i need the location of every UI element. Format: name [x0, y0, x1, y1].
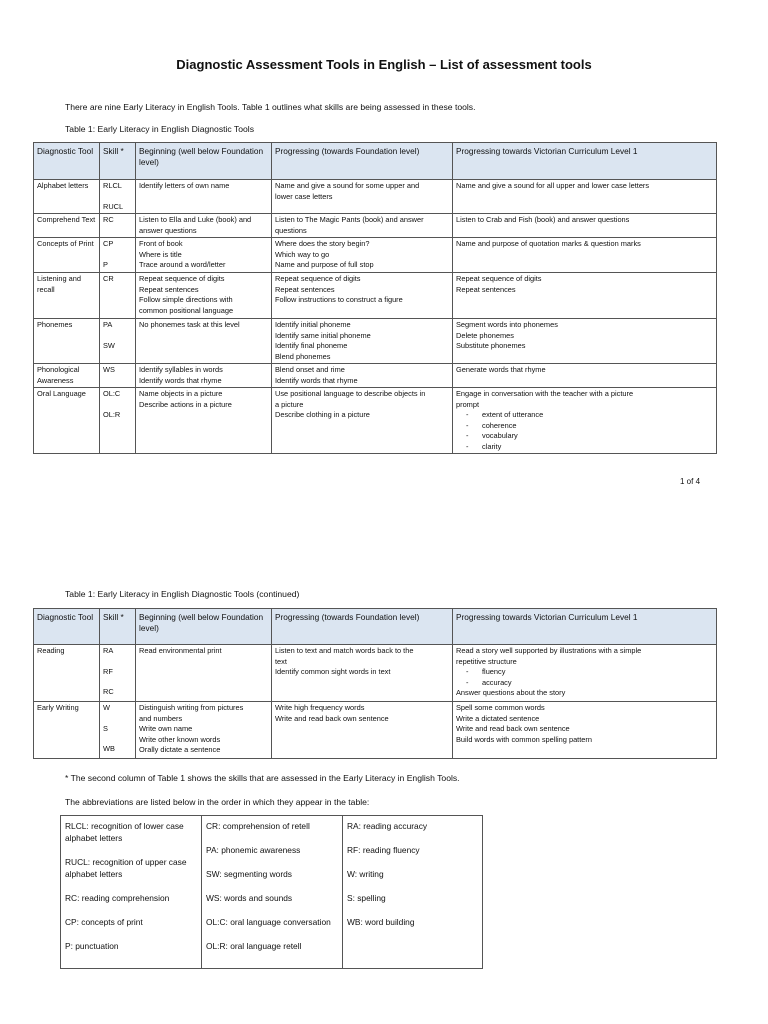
skill-codes — [100, 214, 136, 238]
cell-line: Identify common sight words in text — [275, 667, 391, 676]
cell-line: Read a story well supported by illustrations with a simple — [456, 646, 642, 655]
progressing-cell — [272, 319, 453, 364]
cell-line: WB — [103, 744, 115, 753]
header-vc1: Progressing towards Victorian Curriculum Level 1 — [453, 143, 717, 180]
beginning-cell — [136, 645, 272, 702]
cell-line: Listen to text and match words back to the — [275, 646, 414, 655]
cell-line: OL:R — [103, 409, 121, 419]
cell-line: Identify letters of own name — [139, 181, 230, 190]
cell-line: Blend phonemes — [275, 351, 331, 361]
abbreviation-item: RC: reading comprehension — [65, 893, 170, 903]
table-row — [34, 273, 717, 319]
abbreviation-column-2 — [202, 816, 343, 969]
tool-name: Early Writing — [34, 702, 100, 759]
cell-line: repetitive structure — [456, 656, 517, 666]
vc1-cell — [453, 388, 717, 454]
progressing-cell — [272, 238, 453, 273]
cell-line: RLCL — [103, 181, 122, 190]
abbreviation-item: OL:R: oral language retell — [206, 941, 302, 951]
page-title: Diagnostic Assessment Tools in English – List of assessment tools — [176, 57, 592, 72]
bullet-item: - clarity — [456, 442, 713, 453]
progressing-cell — [272, 364, 453, 388]
cell-line — [103, 677, 132, 687]
cell-line: Follow simple directions with — [139, 295, 233, 304]
cell-line: Follow instructions to construct a figure — [275, 295, 403, 304]
cell-line: Describe actions in a picture — [139, 399, 232, 409]
tool-name: Reading — [34, 645, 100, 702]
vc1-cell — [453, 214, 717, 238]
abbreviation-table — [60, 815, 483, 969]
cell-line: Trace around a word/letter — [139, 260, 226, 269]
cell-line: Blend onset and rime — [275, 365, 345, 374]
cell-line — [103, 400, 132, 410]
cell-line: questions — [275, 225, 307, 235]
beginning-cell — [136, 214, 272, 238]
tool-name: Oral Language — [34, 388, 100, 454]
table-row — [34, 238, 717, 273]
cell-line: S — [103, 723, 108, 733]
header-beginning: Beginning (well below Foundation level) — [136, 143, 272, 180]
cell-line: Build words with common spelling pattern — [456, 734, 592, 744]
progressing-cell — [272, 180, 453, 214]
vc1-cell — [453, 645, 717, 702]
cell-line: Identify final phoneme — [275, 341, 348, 350]
bullet-item: - vocabulary — [456, 431, 713, 442]
cell-line: lower case letters — [275, 191, 333, 201]
cell-line: RC — [103, 687, 114, 696]
beginning-cell — [136, 238, 272, 273]
cell-line: W — [103, 703, 110, 712]
cell-line: answer questions — [139, 225, 197, 235]
cell-line: RC — [103, 215, 114, 224]
cell-line: Generate words that rhyme — [456, 365, 546, 374]
vc1-cell — [453, 180, 717, 214]
cell-line: Name and give a sound for some upper and — [275, 181, 420, 190]
progressing-cell — [272, 702, 453, 759]
cell-line: WS — [103, 365, 115, 374]
skill-codes — [100, 702, 136, 759]
header-skill: Skill * — [100, 143, 136, 180]
tool-name: Phonemes — [34, 319, 100, 364]
cell-line: RUCL — [103, 201, 124, 211]
skill-codes — [100, 180, 136, 214]
vc1-cell — [453, 273, 717, 319]
abbreviation-item: CR: comprehension of retell — [206, 821, 310, 831]
table-caption-continued: Table 1: Early Literacy in English Diagnostic Tools (continued) — [65, 589, 300, 599]
header-skill: Skill * — [100, 609, 136, 645]
abbreviation-item: OL:C: oral language conversation — [206, 917, 331, 927]
skill-codes — [100, 364, 136, 388]
cell-line: Write and read back own sentence — [456, 724, 570, 733]
progressing-cell — [272, 388, 453, 454]
abbreviation-item: RUCL: recognition of upper case alphabet letters — [65, 857, 187, 879]
cell-line: Describe clothing in a picture — [275, 410, 370, 419]
cell-line: Read environmental print — [139, 646, 222, 655]
cell-line: Engage in conversation with the teacher with a picture — [456, 389, 634, 398]
bullet-item: - extent of utterance — [456, 410, 713, 421]
beginning-cell — [136, 319, 272, 364]
cell-line: CR — [103, 274, 114, 283]
abbreviation-item: S: spelling — [347, 893, 386, 903]
cell-line — [103, 250, 132, 260]
tool-name: Phonological Awareness — [34, 364, 100, 388]
cell-line: Orally dictate a sentence — [139, 745, 221, 754]
cell-line: Repeat sequence of digits — [139, 274, 225, 283]
vc1-cell — [453, 702, 717, 759]
cell-line: Answer questions about the story — [456, 688, 566, 697]
table-row — [34, 180, 717, 214]
beginning-cell — [136, 180, 272, 214]
skill-codes — [100, 273, 136, 319]
cell-line — [103, 714, 132, 724]
assessment-table — [33, 142, 717, 454]
cell-line: RA — [103, 646, 114, 655]
cell-line: Identify initial phoneme — [275, 320, 351, 329]
cell-line: Identify same initial phoneme — [275, 330, 371, 340]
table-row — [34, 364, 717, 388]
cell-line: Where does the story begin? — [275, 239, 370, 248]
cell-line: Segment words into phonemes — [456, 320, 558, 329]
cell-line: Where is title — [139, 249, 182, 259]
cell-line: Name and purpose of full stop — [275, 260, 374, 269]
cell-line — [103, 734, 132, 744]
skill-codes — [100, 319, 136, 364]
abbreviation-column-1 — [61, 816, 202, 969]
cell-line: PA — [103, 320, 113, 329]
skill-codes — [100, 388, 136, 454]
progressing-cell — [272, 214, 453, 238]
cell-line: Identify syllables in words — [139, 365, 223, 374]
cell-line: P — [103, 259, 108, 269]
cell-line: Use positional language to describe objects in — [275, 389, 426, 398]
bullet-item: - accuracy — [456, 678, 713, 689]
cell-line: Which way to go — [275, 249, 330, 259]
vc1-cell — [453, 364, 717, 388]
table-row — [34, 645, 717, 702]
cell-line: Listen to Crab and Fish (book) and answer questions — [456, 215, 630, 224]
cell-line: No phonemes task at this level — [139, 320, 240, 329]
cell-line: Identify words that rhyme — [139, 375, 222, 385]
bullet-item: - fluency — [456, 667, 713, 678]
abbreviation-item: RA: reading accuracy — [347, 821, 428, 831]
cell-line: Repeat sequence of digits — [456, 274, 542, 283]
cell-line — [103, 192, 132, 202]
cell-line: RF — [103, 666, 113, 676]
vc1-cell — [453, 238, 717, 273]
tool-name: Concepts of Print — [34, 238, 100, 273]
table-row — [34, 319, 717, 364]
header-tool: Diagnostic Tool — [34, 609, 100, 645]
beginning-cell — [136, 388, 272, 454]
table-row — [34, 388, 717, 454]
beginning-cell — [136, 273, 272, 319]
skill-codes — [100, 645, 136, 702]
footnote: * The second column of Table 1 shows the skills that are assessed in the Early Literacy in English Tools. — [65, 773, 460, 783]
abbreviation-item: PA: phonemic awareness — [206, 845, 301, 855]
cell-line: Name objects in a picture — [139, 389, 223, 398]
cell-line: prompt — [456, 399, 480, 409]
abbreviation-item: WB: word building — [347, 917, 415, 927]
header-beginning: Beginning (well below Foundation level) — [136, 609, 272, 645]
cell-line: Repeat sentences — [139, 284, 199, 294]
table-caption: Table 1: Early Literacy in English Diagnostic Tools — [65, 124, 254, 134]
cell-line: Write other known words — [139, 734, 221, 744]
cell-line: Listen to The Magic Pants (book) and answer — [275, 215, 424, 224]
cell-line: common positional language — [139, 305, 234, 315]
abbreviation-item: P: punctuation — [65, 941, 119, 951]
tool-name: Alphabet letters — [34, 180, 100, 214]
cell-line: Write own name — [139, 724, 193, 733]
table-row — [34, 214, 717, 238]
cell-line: OL:C — [103, 389, 121, 398]
cell-line: Listen to Ella and Luke (book) and — [139, 215, 252, 224]
cell-line: Delete phonemes — [456, 330, 514, 340]
abbreviation-item: WS: words and sounds — [206, 893, 293, 903]
abbreviation-item: RLCL: recognition of lower case alphabet letters — [65, 821, 184, 843]
cell-line — [103, 657, 132, 667]
header-progressing: Progressing (towards Foundation level) — [272, 143, 453, 180]
cell-line: Distinguish writing from pictures — [139, 703, 244, 712]
page-number: 1 of 4 — [680, 477, 701, 486]
header-vc1: Progressing towards Victorian Curriculum Level 1 — [453, 609, 717, 645]
intro-paragraph: There are nine Early Literacy in English Tools. Table 1 outlines what skills are being assessed in these tools. — [65, 102, 476, 112]
abbreviation-intro: The abbreviations are listed below in the order in which they appear in the table: — [65, 797, 370, 807]
cell-line: Name and purpose of quotation marks & question marks — [456, 239, 641, 248]
cell-line: Substitute phonemes — [456, 341, 526, 350]
cell-line: and numbers — [139, 713, 183, 723]
progressing-cell — [272, 273, 453, 319]
header-tool: Diagnostic Tool — [34, 143, 100, 180]
vc1-cell — [453, 319, 717, 364]
tool-name: Comprehend Text — [34, 214, 100, 238]
tool-name: Listening and recall — [34, 273, 100, 319]
cell-line: Repeat sequence of digits — [275, 274, 361, 283]
assessment-table-continued — [33, 608, 717, 759]
cell-line: CP — [103, 239, 114, 248]
cell-line: Repeat sentences — [456, 284, 516, 294]
skill-codes — [100, 238, 136, 273]
cell-line: Repeat sentences — [275, 284, 335, 294]
abbreviation-item: RF: reading fluency — [347, 845, 420, 855]
header-progressing: Progressing (towards Foundation level) — [272, 609, 453, 645]
cell-line: Identify words that rhyme — [275, 375, 358, 385]
bullet-item: - coherence — [456, 421, 713, 432]
cell-line: Name and give a sound for all upper and lower case letters — [456, 181, 650, 190]
cell-line — [103, 331, 132, 341]
cell-line: Spell some common words — [456, 703, 545, 712]
cell-line: Front of book — [139, 239, 183, 248]
table-row — [34, 702, 717, 759]
abbreviation-item: SW: segmenting words — [206, 869, 292, 879]
abbreviation-item: CP: concepts of print — [65, 917, 143, 927]
cell-line: SW — [103, 340, 115, 350]
cell-line: Write and read back own sentence — [275, 713, 389, 723]
progressing-cell — [272, 645, 453, 702]
beginning-cell — [136, 364, 272, 388]
cell-line: Write high frequency words — [275, 703, 365, 712]
abbreviation-column-3 — [343, 816, 483, 969]
abbreviation-item: W: writing — [347, 869, 384, 879]
beginning-cell — [136, 702, 272, 759]
cell-line: Write a dictated sentence — [456, 713, 540, 723]
cell-line: text — [275, 656, 287, 666]
cell-line: a picture — [275, 399, 304, 409]
